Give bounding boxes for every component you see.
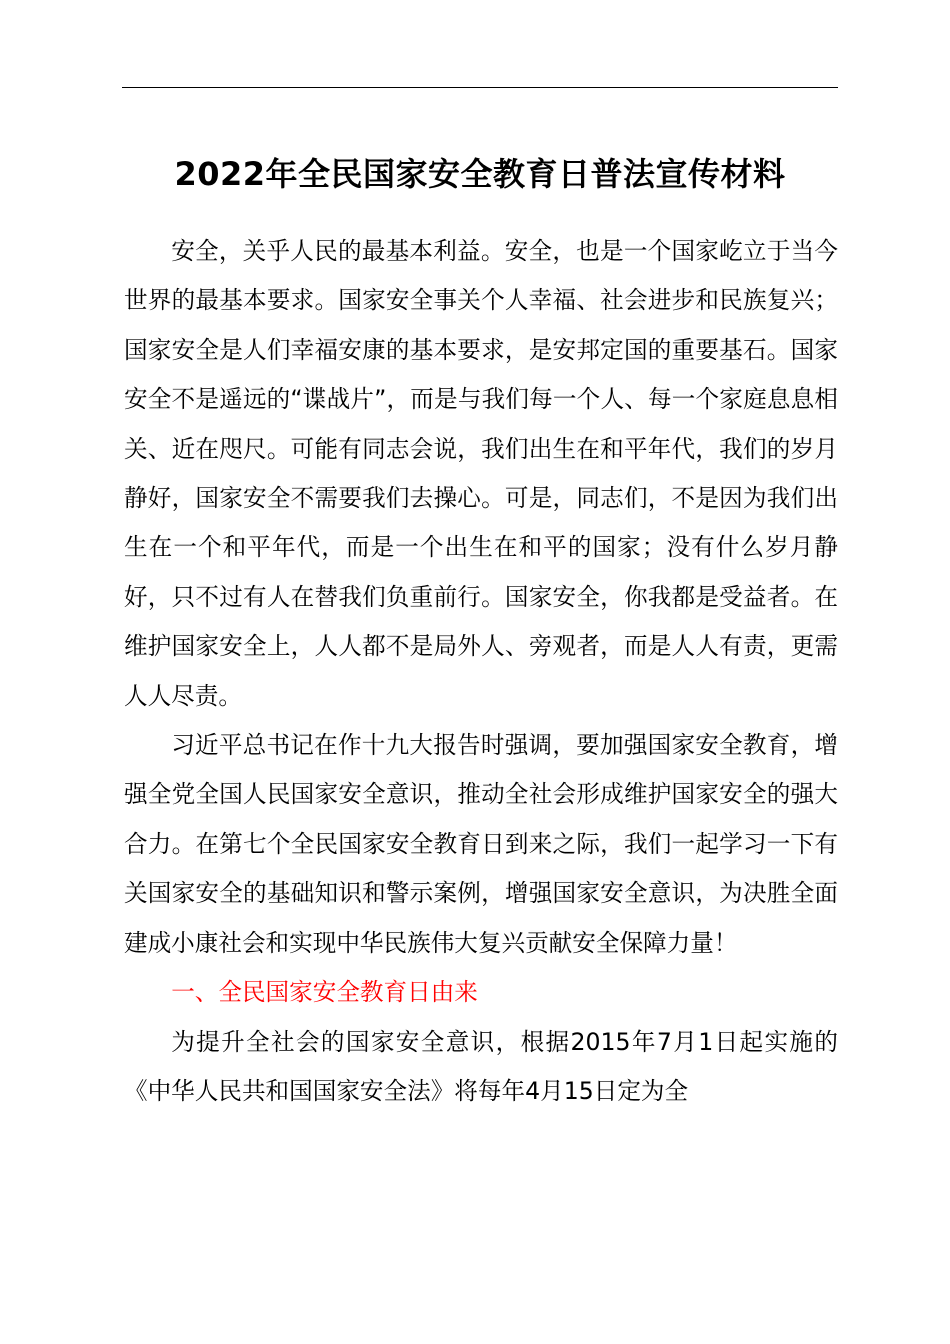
document-title: 2022年全民国家安全教育日普法宣传材料 bbox=[174, 155, 786, 193]
header-rule bbox=[122, 87, 838, 88]
document-body bbox=[124, 227, 838, 1116]
section-heading: 一、全民国家安全教育日由来 bbox=[171, 978, 478, 1007]
paragraph-intro: 安全，关乎人民的最基本利益。安全，也是一个国家屹立于当今世界的最基本要求。国家安全事关个人幸福、社会进步和民族复兴；国家安全是人们幸福安康的基本要求，是安邦定国的重要基石。国家安全不是遥远的“谍战片”，而是与我们每一个人、每一个家庭息息相关、近在咫尺。可能有同志会说，我们出生在和平年代，我们的岁月静好，国家安全不需要我们去操心。可是，同志们，不是因为我们出生在一个和平年代，而是一个出生在和平的国家；没有什么岁月静好，只不过有人在替我们负重前行。国家安全，你我都是受益者。在维护国家安全上，人人都不是局外人、旁观者，而是人人有责，更需人人尽责。 bbox=[124, 237, 838, 710]
paragraph-section-1: 为提升全社会的国家安全意识，根据2015年7月1日起实施的《中华人民共和国国家安全法》将每年4月15日定为全 bbox=[124, 1027, 838, 1105]
paragraph-policy: 习近平总书记在作十九大报告时强调，要加强国家安全教育，增强全党全国人民国家安全意识，推动全社会形成维护国家安全的强大合力。在第七个全民国家安全教育日到来之际，我们一起学习一下有关国家安全的基础知识和警示案例，增强国家安全意识，为决胜全面建成小康社会和实现中华民族伟大复兴贡献安全保障力量！ bbox=[124, 731, 838, 957]
